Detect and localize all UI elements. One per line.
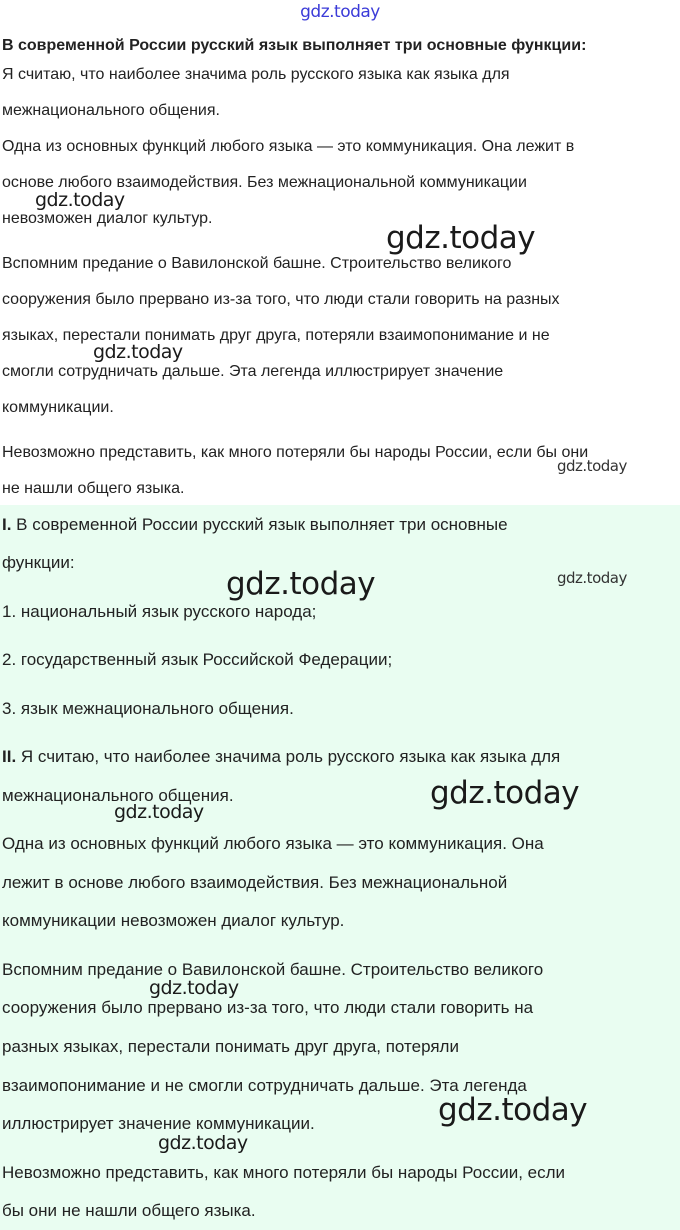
- paragraph-line: Одна из основных функций любого языка — это коммуникация. Она: [2, 834, 544, 853]
- paragraph-line: Одна из основных функций любого языка — это коммуникация. Она лежит в: [2, 138, 575, 155]
- paragraph-line: коммуникации невозможен диалог культур.: [2, 911, 345, 930]
- paragraph-line: основе любого взаимодействия. Без межнациональной коммуникации: [2, 174, 527, 191]
- watermark: gdz.today: [149, 977, 239, 999]
- part-two-text: Я считаю, что наиболее значима роль русского языка как языка для: [16, 747, 561, 766]
- watermark: gdz.today: [226, 566, 376, 602]
- paragraph-line: языках, перестали понимать друг друга, потеряли взаимопонимание и не: [2, 327, 550, 344]
- watermark: gdz.today: [557, 457, 627, 475]
- paragraph-line: иллюстрирует значение коммуникации.: [2, 1114, 315, 1133]
- paragraph-line: бы они не нашли общего языка.: [2, 1201, 256, 1220]
- watermark: gdz.today: [93, 341, 183, 363]
- watermark: gdz.today: [35, 189, 125, 211]
- paragraph-line: смогли сотрудничать дальше. Эта легенда иллюстрирует значение: [2, 363, 504, 380]
- paragraph-line: межнационального общения.: [2, 786, 234, 805]
- paragraph-line: функции:: [2, 553, 75, 572]
- watermark: gdz.today: [557, 569, 627, 587]
- paragraph-line: Невозможно представить, как много потеряли бы народы России, если: [2, 1163, 566, 1182]
- watermark: gdz.today: [386, 220, 536, 256]
- list-item: 1. национальный язык русского народа;: [2, 602, 317, 621]
- paragraph-line: сооружения было прервано из-за того, что люди стали говорить на разных: [2, 291, 560, 308]
- part-one-line: [2, 514, 508, 536]
- part-one-text: В современной России русский язык выполняет три основные: [11, 515, 508, 534]
- watermark: gdz.today: [438, 1092, 588, 1128]
- watermark: gdz.today: [158, 1132, 248, 1154]
- paragraph-line: Вспомним предание о Вавилонской башне. Строительство великого: [2, 255, 512, 272]
- paragraph-line: разных языках, перестали понимать друг друга, потеряли: [2, 1037, 459, 1056]
- list-item: 2. государственный язык Российской Федерации;: [2, 650, 393, 669]
- paragraph-line: коммуникации.: [2, 399, 114, 416]
- part-one-marker: I.: [2, 515, 12, 534]
- paragraph-line: Я считаю, что наиболее значима роль русского языка как языка для: [2, 66, 510, 83]
- paragraph-line: сооружения было прервано из-за того, что люди стали говорить на: [2, 998, 534, 1017]
- paragraph-line: не нашли общего языка.: [2, 480, 185, 497]
- paragraph-line: Невозможно представить, как много потеряли бы народы России, если бы они: [2, 444, 589, 461]
- part-two-line: [2, 746, 560, 768]
- short-answer-heading: В современной России русский язык выполняет три основные функции:: [2, 37, 587, 54]
- paragraph-line: межнационального общения.: [2, 102, 220, 119]
- paragraph-line: Вспомним предание о Вавилонской башне. Строительство великого: [2, 960, 544, 979]
- part-two-marker: II.: [2, 747, 17, 766]
- site-link[interactable]: gdz.today: [300, 2, 380, 22]
- paragraph-line: взаимопонимание и не смогли сотрудничать дальше. Эта легенда: [2, 1076, 527, 1095]
- paragraph-line: лежит в основе любого взаимодействия. Без межнациональной: [2, 873, 508, 892]
- paragraph-line: невозможен диалог культур.: [2, 210, 213, 227]
- list-item: 3. язык межнационального общения.: [2, 699, 294, 718]
- watermark: gdz.today: [114, 801, 204, 823]
- watermark: gdz.today: [430, 775, 580, 811]
